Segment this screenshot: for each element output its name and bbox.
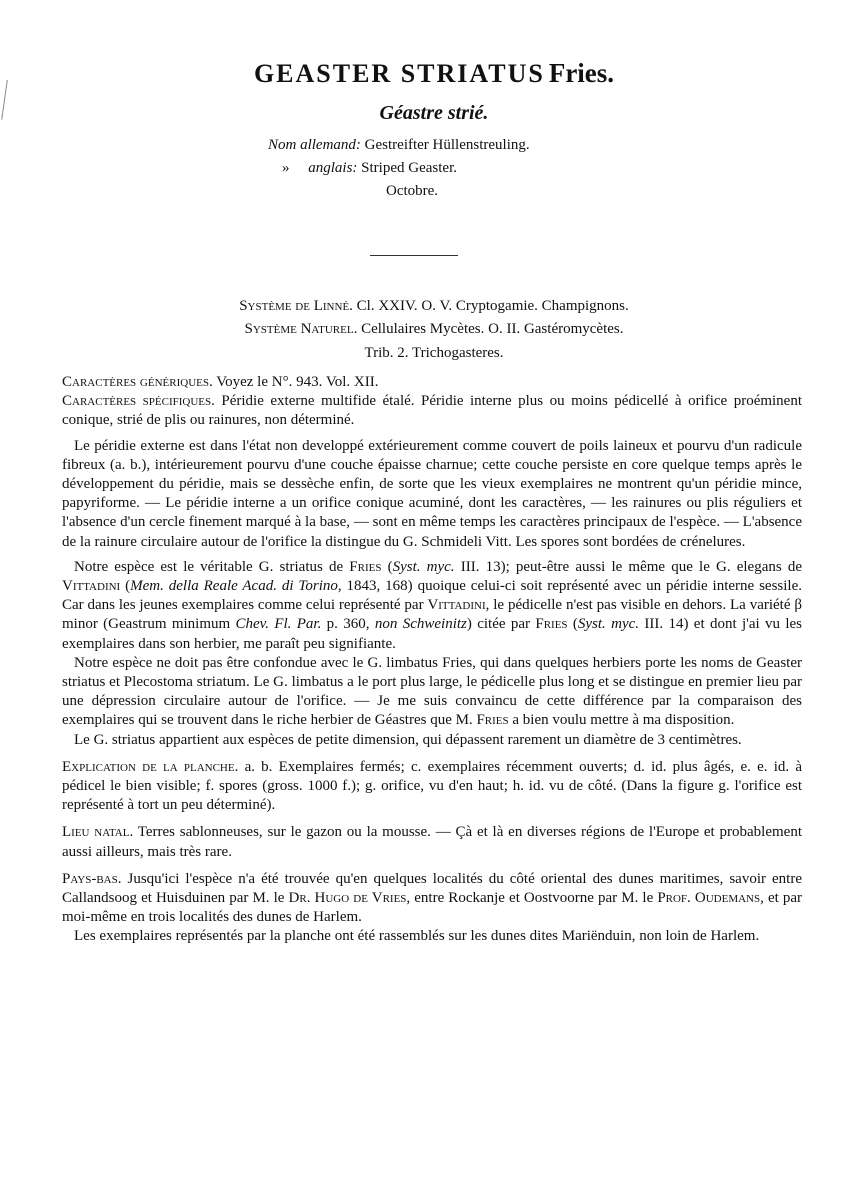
title-species: GEASTER STRIATUS: [253, 59, 545, 88]
plate-explanation: [62, 758, 802, 816]
person-oudemans: Prof. Oudemans: [657, 890, 761, 907]
month: Octobre.: [386, 183, 439, 199]
system-linne: [0, 298, 868, 315]
german-name: Gestreifter Hüllenstreuling.: [364, 137, 530, 153]
reference: Syst. myc.: [392, 558, 455, 575]
ditto-mark: »: [282, 160, 290, 176]
author-vittadini: Vittadini: [427, 597, 486, 614]
page-subtitle: Géastre strié.: [379, 102, 489, 124]
english-name: Striped Geaster.: [361, 160, 457, 176]
locality-label: Lieu natal.: [62, 824, 134, 841]
explanation-text: a. b. Exemplaires fermés; c. exemplaires récemment ouverts; d. id. plus âgés, e. e. id. à pédicel le bien visible; f. spores (gross. 1000 f.); g. orifice, vu d'en haut; h. id. vu de côté. (Dans la figure g. l'orifice est représenté à tort un peu déterminé).: [62, 758, 802, 814]
reference: Chev. Fl. Par.: [235, 616, 322, 633]
linne-text: Cl. XXIV. O. V. Cryptogamie. Champignons.: [356, 298, 629, 314]
generic-label: Caractères génériques.: [62, 374, 213, 390]
generic-text: Voyez le N°. 943. Vol. XII.: [216, 374, 379, 390]
explanation-label: Explication de la planche.: [62, 758, 239, 775]
header-divider: [370, 255, 458, 256]
specific-label: Caractères spécifiques.: [62, 393, 215, 410]
reference: Mem. della Reale Acad. di Torino: [130, 578, 338, 595]
specific-characters: [62, 392, 802, 430]
paragraph-dimension: Le G. striatus appartient aux espèces de petite dimension, qui dépassent rarement un diamètre de 3 centimètres.: [74, 731, 742, 748]
specific-text: Péridie externe multifide étalé. Péridie interne plus ou moins pédicellé à orifice proéminent conique, strié de plis ou rainures, non déterminé.: [62, 393, 803, 429]
paragraph-plate-origin: Les exemplaires représentés par la planche ont été rassemblés sur les dunes dites Mariënduin, non loin de Harlem.: [74, 928, 760, 945]
author-fries: Fries: [349, 558, 382, 575]
german-name-row: [268, 134, 530, 157]
netherlands-label: Pays-bas.: [62, 870, 122, 887]
naturel-text: Cellulaires Mycètes. O. II. Gastéromycètes.: [361, 321, 624, 337]
system-naturel: [0, 321, 868, 338]
german-name-label: Nom allemand:: [268, 137, 361, 153]
author-fries: Fries: [535, 616, 568, 633]
paragraph-description: Le péridie externe est dans l'état non developpé extérieurement comme couvert de poils laineux et pourvu d'un radicule fibreux (a. b.), intérieurement pourvu d'une couche épaisse charnue; cette couche persiste en core quelque temps après le développement du péridie, mais se dessèche enfin, de sorte que les vieux exemplaires ne montrent qu'un péridie mince, papyriforme. — Le péridie interne a un orifice conique acuminé, dont les caractères, — les rainures ou plis réguliers et l'absence d'un cercle finement marqué à la base, — sont en même temps les caractères principaux de l'espèce. — L'absence de la rainure circulaire autour de l'orifice la distingue du G. Schmideli Vitt. Les spores sont bordées de crénelures.: [62, 437, 802, 550]
linne-label: Système de Linné.: [239, 298, 353, 314]
paragraph-comparison: Notre espèce ne doit pas être confondue avec le G. limbatus Fries, qui dans quelques herbiers porte les noms de Geaster striatus et Plecostoma striatum. Le G. limbatus a le port plus large, le pédicelle plus long et se distingue en premier lieu par une dépression circulaire autour de l'orifice. — Je me suis convaincu de cette différence par la comparaison des exemplaires qui se trouvent dans le riche herbier de Géastres que M. Fries a bien voulu mettre à ma disposition.: [62, 654, 802, 729]
reference: non Schweinitz: [374, 616, 467, 633]
title-author: Fries.: [548, 58, 615, 88]
netherlands-locality: Pays-bas. Jusqu'ici l'espèce n'a été trouvée qu'en quelques localités du côté oriental des dunes maritimes, savoir entre Callandsoog et Huisduinen par M. le Dr. Hugo de Vries, entre Rockanje et Oostvoorne par M. le Prof. Oudemans, et par moi-même en trois localités des dunes de Harlem.: [62, 870, 802, 926]
locality-text: Terres sablonneuses, sur le gazon ou la mousse. — Çà et là en diverses régions de l'Europe et probablement aussi ailleurs, mais très rare.: [62, 824, 802, 860]
naturel-label: Système Naturel.: [244, 321, 358, 337]
paragraph-synonymy: Notre espèce est le véritable G. striatus de Fries (Syst. myc. III. 13); peut-être aussi le même que le G. elegans de Vittadini (Mem. della Reale Acad. di Torino, 1843, 168) quoique celui-ci soit représenté avec un péridie interne sessile. Car dans les jeunes exemplaires comme celui représenté par Vittadini, le pédicelle n'est pas visible en dehors. La variété β minor (Geastrum minimum Chev. Fl. Par. p. 360, non Schweinitz) citée par Fries (Syst. myc. III. 14) et dont j'ai vu les exemplaires dans son herbier, me paraît peu signifiante.: [62, 558, 803, 652]
author-fries: Fries: [476, 712, 509, 729]
common-names: [268, 134, 530, 203]
body-text: [62, 373, 802, 947]
english-name-label: anglais:: [308, 160, 358, 176]
generic-characters: [62, 373, 802, 392]
reference: Syst. myc.: [577, 616, 640, 633]
english-name-row: [268, 157, 530, 180]
author-vittadini: Vittadini: [62, 578, 121, 595]
native-locality: [62, 823, 802, 861]
system-trib: Trib. 2. Trichogasteres.: [364, 345, 504, 361]
person-de-vries: Dr. Hugo de Vries: [288, 890, 407, 907]
page-title: [0, 58, 868, 89]
